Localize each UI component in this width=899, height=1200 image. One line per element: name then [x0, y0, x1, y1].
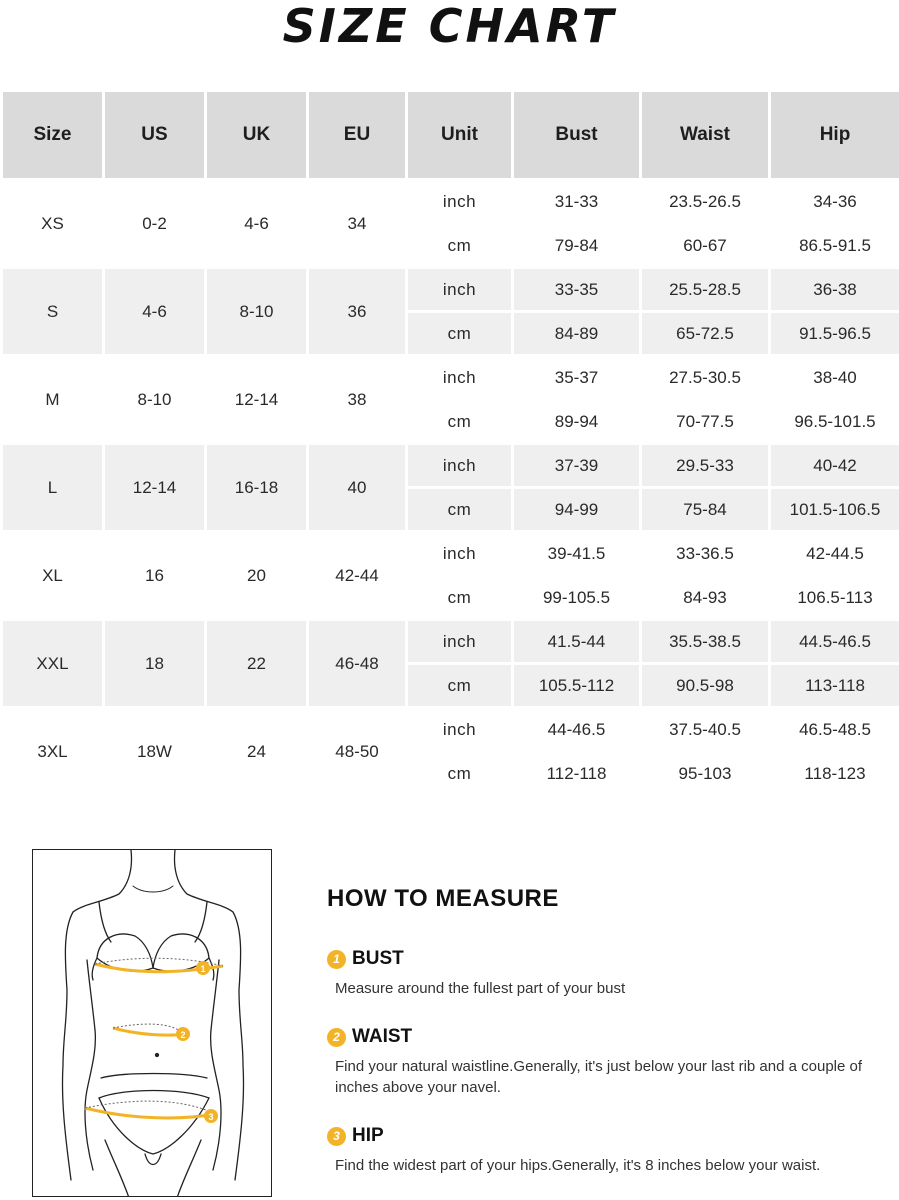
- step-description: Measure around the fullest part of your bust: [335, 980, 626, 997]
- step-label: HIP: [352, 1125, 384, 1146]
- us-size-cell: 4-6: [105, 269, 204, 354]
- uk-size-cell: 8-10: [207, 269, 306, 354]
- us-size-cell: 18W: [105, 709, 204, 794]
- hip-cell: 118-123: [771, 753, 899, 794]
- unit-cell: cm: [408, 401, 511, 442]
- table-row: [3, 621, 899, 662]
- unit-cell: inch: [408, 709, 511, 750]
- unit-cell: inch: [408, 445, 511, 486]
- unit-cell: cm: [408, 489, 511, 530]
- step-bust: [327, 948, 880, 999]
- header-eu: EU: [309, 92, 405, 178]
- header-unit: Unit: [408, 92, 511, 178]
- size-cell: XS: [3, 181, 102, 266]
- waist-cell: 60-67: [642, 225, 768, 266]
- table-row: [3, 357, 899, 398]
- eu-size-cell: 36: [309, 269, 405, 354]
- waist-cell: 23.5-26.5: [642, 181, 768, 222]
- marker-3: 3: [208, 1112, 214, 1122]
- bust-cell: 105.5-112: [514, 665, 639, 706]
- table-row: [3, 181, 899, 222]
- uk-size-cell: 24: [207, 709, 306, 794]
- unit-cell: cm: [408, 577, 511, 618]
- bust-cell: 35-37: [514, 357, 639, 398]
- table-row: [3, 533, 899, 574]
- uk-size-cell: 20: [207, 533, 306, 618]
- unit-cell: inch: [408, 621, 511, 662]
- waist-cell: 25.5-28.5: [642, 269, 768, 310]
- step-label: WAIST: [352, 1026, 413, 1047]
- waist-cell: 95-103: [642, 753, 768, 794]
- size-cell: XXL: [3, 621, 102, 706]
- header-bust: Bust: [514, 92, 639, 178]
- waist-cell: 35.5-38.5: [642, 621, 768, 662]
- bust-cell: 94-99: [514, 489, 639, 530]
- step-description: Find your natural waistline.Generally, it's just below your last rib and a couple of inches above your navel.: [335, 1058, 863, 1096]
- header-size: Size: [3, 92, 102, 178]
- bust-cell: 41.5-44: [514, 621, 639, 662]
- bust-cell: 33-35: [514, 269, 639, 310]
- unit-cell: cm: [408, 665, 511, 706]
- unit-cell: inch: [408, 269, 511, 310]
- unit-cell: inch: [408, 533, 511, 574]
- waist-cell: 37.5-40.5: [642, 709, 768, 750]
- unit-cell: inch: [408, 181, 511, 222]
- eu-size-cell: 48-50: [309, 709, 405, 794]
- size-cell: 3XL: [3, 709, 102, 794]
- us-size-cell: 18: [105, 621, 204, 706]
- waist-cell: 90.5-98: [642, 665, 768, 706]
- bust-cell: 44-46.5: [514, 709, 639, 750]
- waist-cell: 75-84: [642, 489, 768, 530]
- hip-cell: 38-40: [771, 357, 899, 398]
- waist-cell: 33-36.5: [642, 533, 768, 574]
- eu-size-cell: 34: [309, 181, 405, 266]
- us-size-cell: 8-10: [105, 357, 204, 442]
- step-waist: [327, 1026, 880, 1098]
- bust-cell: 112-118: [514, 753, 639, 794]
- waist-cell: 27.5-30.5: [642, 357, 768, 398]
- marker-2: 2: [180, 1030, 186, 1040]
- size-cell: M: [3, 357, 102, 442]
- page-title: SIZE CHART: [282, 0, 617, 53]
- hip-cell: 101.5-106.5: [771, 489, 899, 530]
- step-number-1-icon: 1: [327, 950, 346, 969]
- hip-cell: 113-118: [771, 665, 899, 706]
- unit-cell: cm: [408, 225, 511, 266]
- hip-cell: 42-44.5: [771, 533, 899, 574]
- step-number-3-icon: 3: [327, 1127, 346, 1146]
- step-number-2-icon: 2: [327, 1028, 346, 1047]
- size-cell: XL: [3, 533, 102, 618]
- us-size-cell: 12-14: [105, 445, 204, 530]
- hip-cell: 34-36: [771, 181, 899, 222]
- bust-cell: 79-84: [514, 225, 639, 266]
- uk-size-cell: 22: [207, 621, 306, 706]
- hip-cell: 91.5-96.5: [771, 313, 899, 354]
- table-row: [3, 709, 899, 750]
- uk-size-cell: 16-18: [207, 445, 306, 530]
- header-waist: Waist: [642, 92, 768, 178]
- header-hip: Hip: [771, 92, 899, 178]
- table-row: [3, 445, 899, 486]
- table-header-row: [3, 92, 899, 178]
- hip-cell: 96.5-101.5: [771, 401, 899, 442]
- table-row: [3, 269, 899, 310]
- waist-cell: 70-77.5: [642, 401, 768, 442]
- us-size-cell: 0-2: [105, 181, 204, 266]
- marker-1: 1: [200, 964, 206, 974]
- waist-cell: 84-93: [642, 577, 768, 618]
- bust-cell: 99-105.5: [514, 577, 639, 618]
- bust-cell: 39-41.5: [514, 533, 639, 574]
- eu-size-cell: 42-44: [309, 533, 405, 618]
- body-measurement-illustration: [32, 849, 272, 1197]
- bust-cell: 31-33: [514, 181, 639, 222]
- body-outline-icon: [33, 850, 272, 1197]
- size-cell: L: [3, 445, 102, 530]
- unit-cell: cm: [408, 753, 511, 794]
- header-uk: UK: [207, 92, 306, 178]
- waist-cell: 65-72.5: [642, 313, 768, 354]
- uk-size-cell: 4-6: [207, 181, 306, 266]
- unit-cell: cm: [408, 313, 511, 354]
- uk-size-cell: 12-14: [207, 357, 306, 442]
- eu-size-cell: 38: [309, 357, 405, 442]
- eu-size-cell: 46-48: [309, 621, 405, 706]
- eu-size-cell: 40: [309, 445, 405, 530]
- how-to-measure-title: HOW TO MEASURE: [327, 885, 559, 912]
- hip-cell: 86.5-91.5: [771, 225, 899, 266]
- step-description: Find the widest part of your hips.Generally, it's 8 inches below your waist.: [335, 1157, 821, 1174]
- step-hip: [327, 1125, 880, 1176]
- us-size-cell: 16: [105, 533, 204, 618]
- hip-cell: 40-42: [771, 445, 899, 486]
- bust-cell: 89-94: [514, 401, 639, 442]
- hip-cell: 46.5-48.5: [771, 709, 899, 750]
- header-us: US: [105, 92, 204, 178]
- size-cell: S: [3, 269, 102, 354]
- waist-cell: 29.5-33: [642, 445, 768, 486]
- bust-cell: 37-39: [514, 445, 639, 486]
- hip-cell: 36-38: [771, 269, 899, 310]
- hip-cell: 44.5-46.5: [771, 621, 899, 662]
- hip-cell: 106.5-113: [771, 577, 899, 618]
- size-chart-table: [0, 89, 899, 797]
- unit-cell: inch: [408, 357, 511, 398]
- bust-cell: 84-89: [514, 313, 639, 354]
- step-label: BUST: [352, 948, 404, 969]
